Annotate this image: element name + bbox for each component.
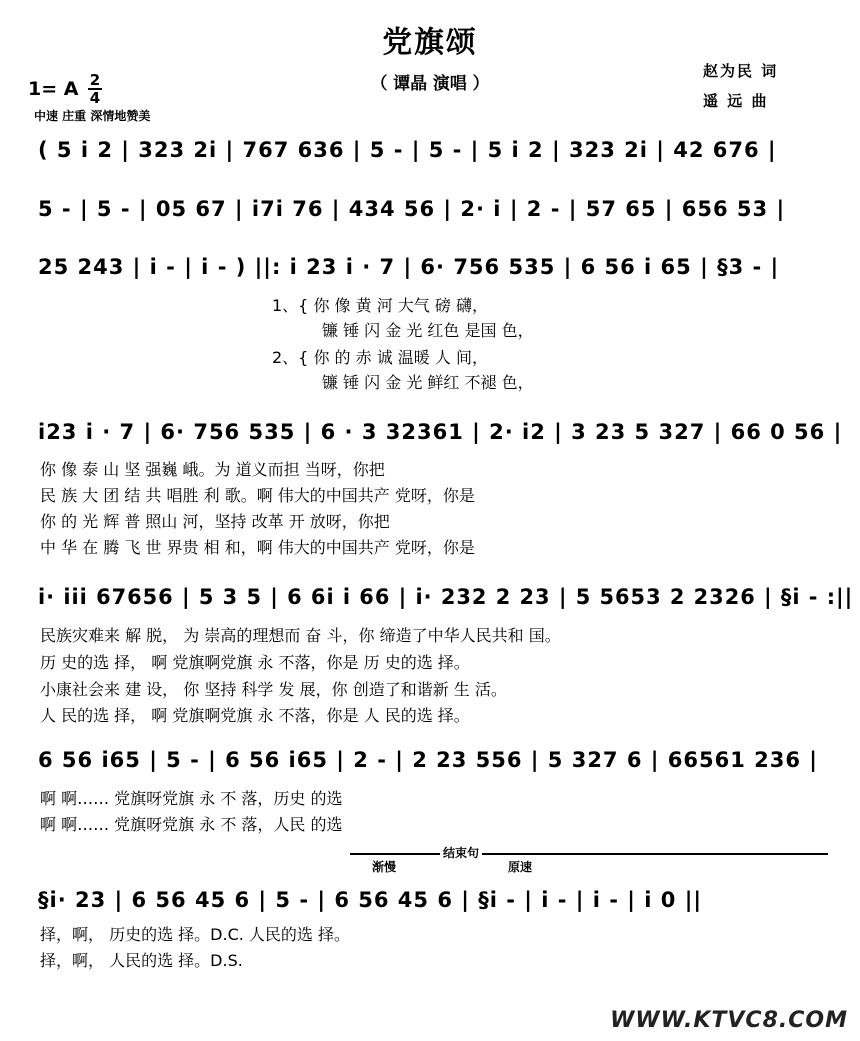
score-line-2: 5 - | 5 - | 05 67 | i7i 76 | 434 56 | 2· i | 2 - | 57 65 | 656 53 | [38, 197, 786, 221]
performer: （ 谭晶 演唱 ） [370, 73, 490, 93]
site-watermark: WWW.KTVC8.COM [610, 1008, 848, 1033]
ending-bracket-line [350, 853, 828, 855]
row4-lyric-3: 你 的 光 辉 普 照山 河，坚持 改革 开 放呀，你把 [40, 512, 390, 531]
row5-lyric-1: 民族灾难来 解 脱， 为 崇高的理想而 奋 斗，你 缔造了中华人民共和 国。 [40, 626, 561, 645]
row6-lyric-2: 啊 啊…… 党旗呀党旗 永 不 落，人民 的选 [40, 815, 343, 834]
score-line-6: 6 56 i65 | 5 - | 6 56 i65 | 2 - | 2 23 556 | 5 327 6 | 66561 236 | [38, 748, 818, 772]
row7-lyric-2: 择，啊， 人民的选 择。D.S. [40, 951, 243, 970]
verse1-line-b: 镰 锤 闪 金 光 红色 是国 色， [322, 321, 534, 340]
row6-lyric-1: 啊 啊…… 党旗呀党旗 永 不 落，历史 的选 [40, 789, 343, 808]
time-bottom: 4 [89, 89, 101, 107]
tempo-original: 原速 [508, 860, 533, 874]
time-top: 2 [89, 71, 101, 89]
song-title: 党旗颂 [382, 25, 478, 60]
score-line-4: i23 i · 7 | 6· 756 535 | 6 · 3 32361 | 2· i2 | 3 23 5 327 | 66 0 56 | [38, 420, 843, 444]
score-line-3: 25 243 | i - | i - ) ||: i 23 i · 7 | 6· 756 535 | 6 56 i 65 | §3 - | [38, 255, 780, 279]
verse1-line-a: 1、{ 你 像 黄 河 大气 磅 礴， [272, 296, 488, 315]
score-line-1: ( 5 i 2 | 323 2i | 767 636 | 5 - | 5 - | 5 i 2 | 323 2i | 42 676 | [38, 138, 777, 162]
key-signature: 1= A [28, 78, 79, 100]
row4-lyric-2: 民 族 大 团 结 共 唱胜 利 歌。啊 伟大的中国共产 党呀，你是 [40, 486, 475, 505]
row5-lyric-3: 小康社会来 建 设， 你 坚持 科学 发 展，你 创造了和谐新 生 活。 [40, 680, 507, 699]
row5-lyric-4: 人 民的选 择， 啊 党旗啊党旗 永 不落，你是 人 民的选 择。 [40, 706, 470, 725]
lyricist: 赵为民 词 [703, 62, 779, 80]
score-line-5: i· iii 67656 | 5 3 5 | 6 6i i 66 | i· 232 2 23 | 5 5653 2 2326 | §i - :|| [38, 585, 854, 609]
time-signature [88, 72, 102, 106]
row7-lyric-1: 择，啊， 历史的选 择。D.C. 人民的选 择。 [40, 925, 351, 944]
row4-lyric-4: 中 华 在 腾 飞 世 界贵 相 和，啊 伟大的中国共产 党呀，你是 [40, 538, 475, 557]
verse2-line-a: 2、{ 你 的 赤 诚 温暖 人 间， [272, 348, 488, 367]
tempo-marking: 中速 庄重 深情地赞美 [34, 109, 151, 123]
row5-lyric-2: 历 史的选 择， 啊 党旗啊党旗 永 不落，你是 历 史的选 择。 [40, 653, 470, 672]
row4-lyric-1: 你 像 泰 山 坚 强巍 峨。为 道义而担 当呀，你把 [40, 460, 385, 479]
tempo-slow: 渐慢 [372, 860, 397, 874]
ending-label: 结束句 [440, 844, 482, 861]
score-line-7: §i· 23 | 6 56 45 6 | 5 - | 6 56 45 6 | §i - | i - | i - | i 0 || [38, 888, 703, 912]
composer: 遥 远 曲 [703, 92, 769, 110]
verse2-line-b: 镰 锤 闪 金 光 鲜红 不褪 色， [322, 373, 534, 392]
